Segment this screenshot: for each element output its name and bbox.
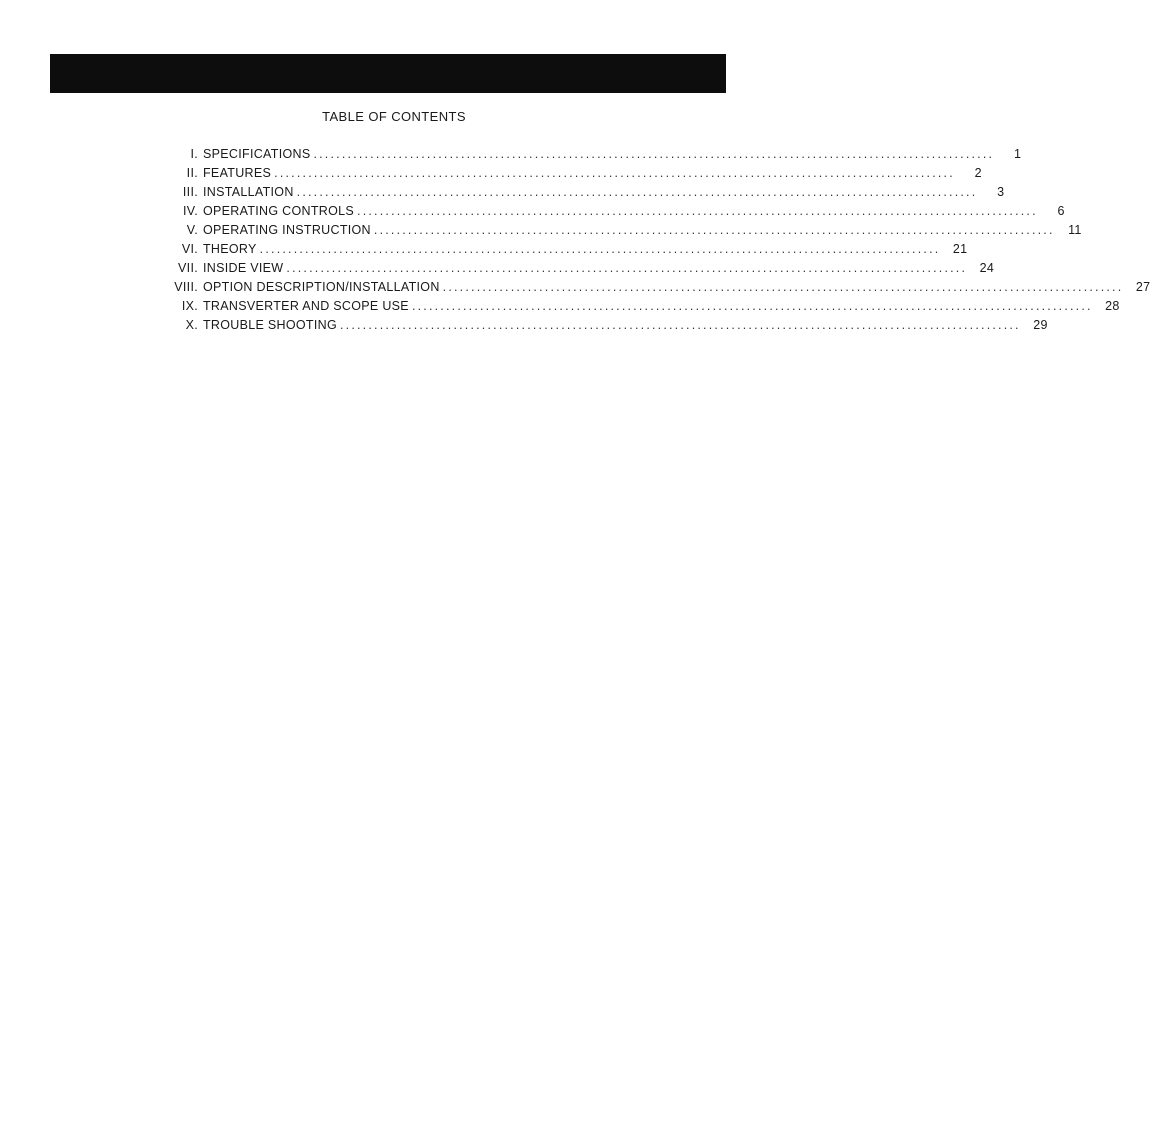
- page-title: TABLE OF CONTENTS: [322, 109, 466, 124]
- toc-entry-title: OPERATING CONTROLS: [203, 204, 355, 218]
- toc-entry-title: TRANSVERTER AND SCOPE USE: [203, 299, 409, 313]
- toc-entry-title: INSIDE VIEW: [203, 261, 284, 275]
- toc-leader-dots: ........................................................................................................................: [286, 261, 968, 275]
- toc-entry-number: X.: [185, 318, 198, 332]
- toc-entry-number: II.: [186, 166, 198, 180]
- header-bar: [50, 54, 726, 93]
- toc-entry: [160, 185, 1005, 204]
- toc-entry-page: 27: [1135, 280, 1150, 294]
- toc-entry-page: 3: [997, 185, 1005, 199]
- toc-entry-number: VII.: [178, 261, 198, 275]
- toc-entry-page: 29: [1033, 318, 1048, 332]
- toc-leader-dots: ........................................................................................................................: [296, 185, 978, 199]
- toc-entry: [160, 261, 995, 280]
- toc-entry-page: 6: [1057, 204, 1065, 218]
- toc-entry-page: 1: [1013, 147, 1022, 161]
- toc-entry: [160, 204, 1065, 223]
- toc-entry-title: OPERATING INSTRUCTION: [203, 223, 371, 237]
- toc-leader-dots: ........................................................................................................................: [339, 318, 1021, 332]
- toc-entry-number: III.: [182, 185, 198, 199]
- toc-list: [160, 147, 1150, 337]
- toc-entry: [160, 147, 1022, 166]
- toc-entry: [160, 223, 1082, 242]
- toc-entry: [160, 166, 982, 185]
- toc-entry-page: 24: [979, 261, 995, 275]
- toc-entry: [160, 318, 1048, 337]
- toc-leader-dots: ........................................................................................................................: [442, 280, 1124, 294]
- toc-leader-dots: ........................................................................................................................: [411, 299, 1093, 313]
- toc-entry-number: IX.: [181, 299, 198, 313]
- toc-entry: [160, 280, 1150, 299]
- toc-entry-title: OPTION DESCRIPTION/INSTALLATION: [203, 280, 440, 294]
- toc-entry-title: SPECIFICATIONS: [203, 147, 311, 161]
- toc-entry: [160, 299, 1120, 318]
- toc-entry-page: 21: [952, 242, 968, 256]
- toc-leader-dots: ........................................................................................................................: [373, 223, 1055, 237]
- toc-entry-title: TROUBLE SHOOTING: [203, 318, 337, 332]
- toc-leader-dots: ........................................................................................................................: [313, 147, 995, 161]
- toc-entry-number: V.: [186, 223, 198, 237]
- toc-leader-dots: ........................................................................................................................: [274, 166, 955, 180]
- toc-entry-title: THEORY: [203, 242, 257, 256]
- toc-entry-page: 2: [974, 166, 982, 180]
- toc-entry-number: I.: [190, 147, 198, 161]
- toc-entry: [160, 242, 968, 261]
- toc-entry-page: 28: [1105, 299, 1120, 313]
- toc-leader-dots: ........................................................................................................................: [357, 204, 1038, 218]
- toc-entry-number: IV.: [182, 204, 198, 218]
- toc-entry-title: FEATURES: [203, 166, 272, 180]
- toc-entry-page: 11: [1068, 223, 1082, 237]
- toc-entry-title: INSTALLATION: [203, 185, 294, 199]
- toc-leader-dots: ........................................................................................................................: [259, 242, 941, 256]
- toc-entry-number: VIII.: [174, 280, 198, 294]
- toc-entry-number: VI.: [181, 242, 198, 256]
